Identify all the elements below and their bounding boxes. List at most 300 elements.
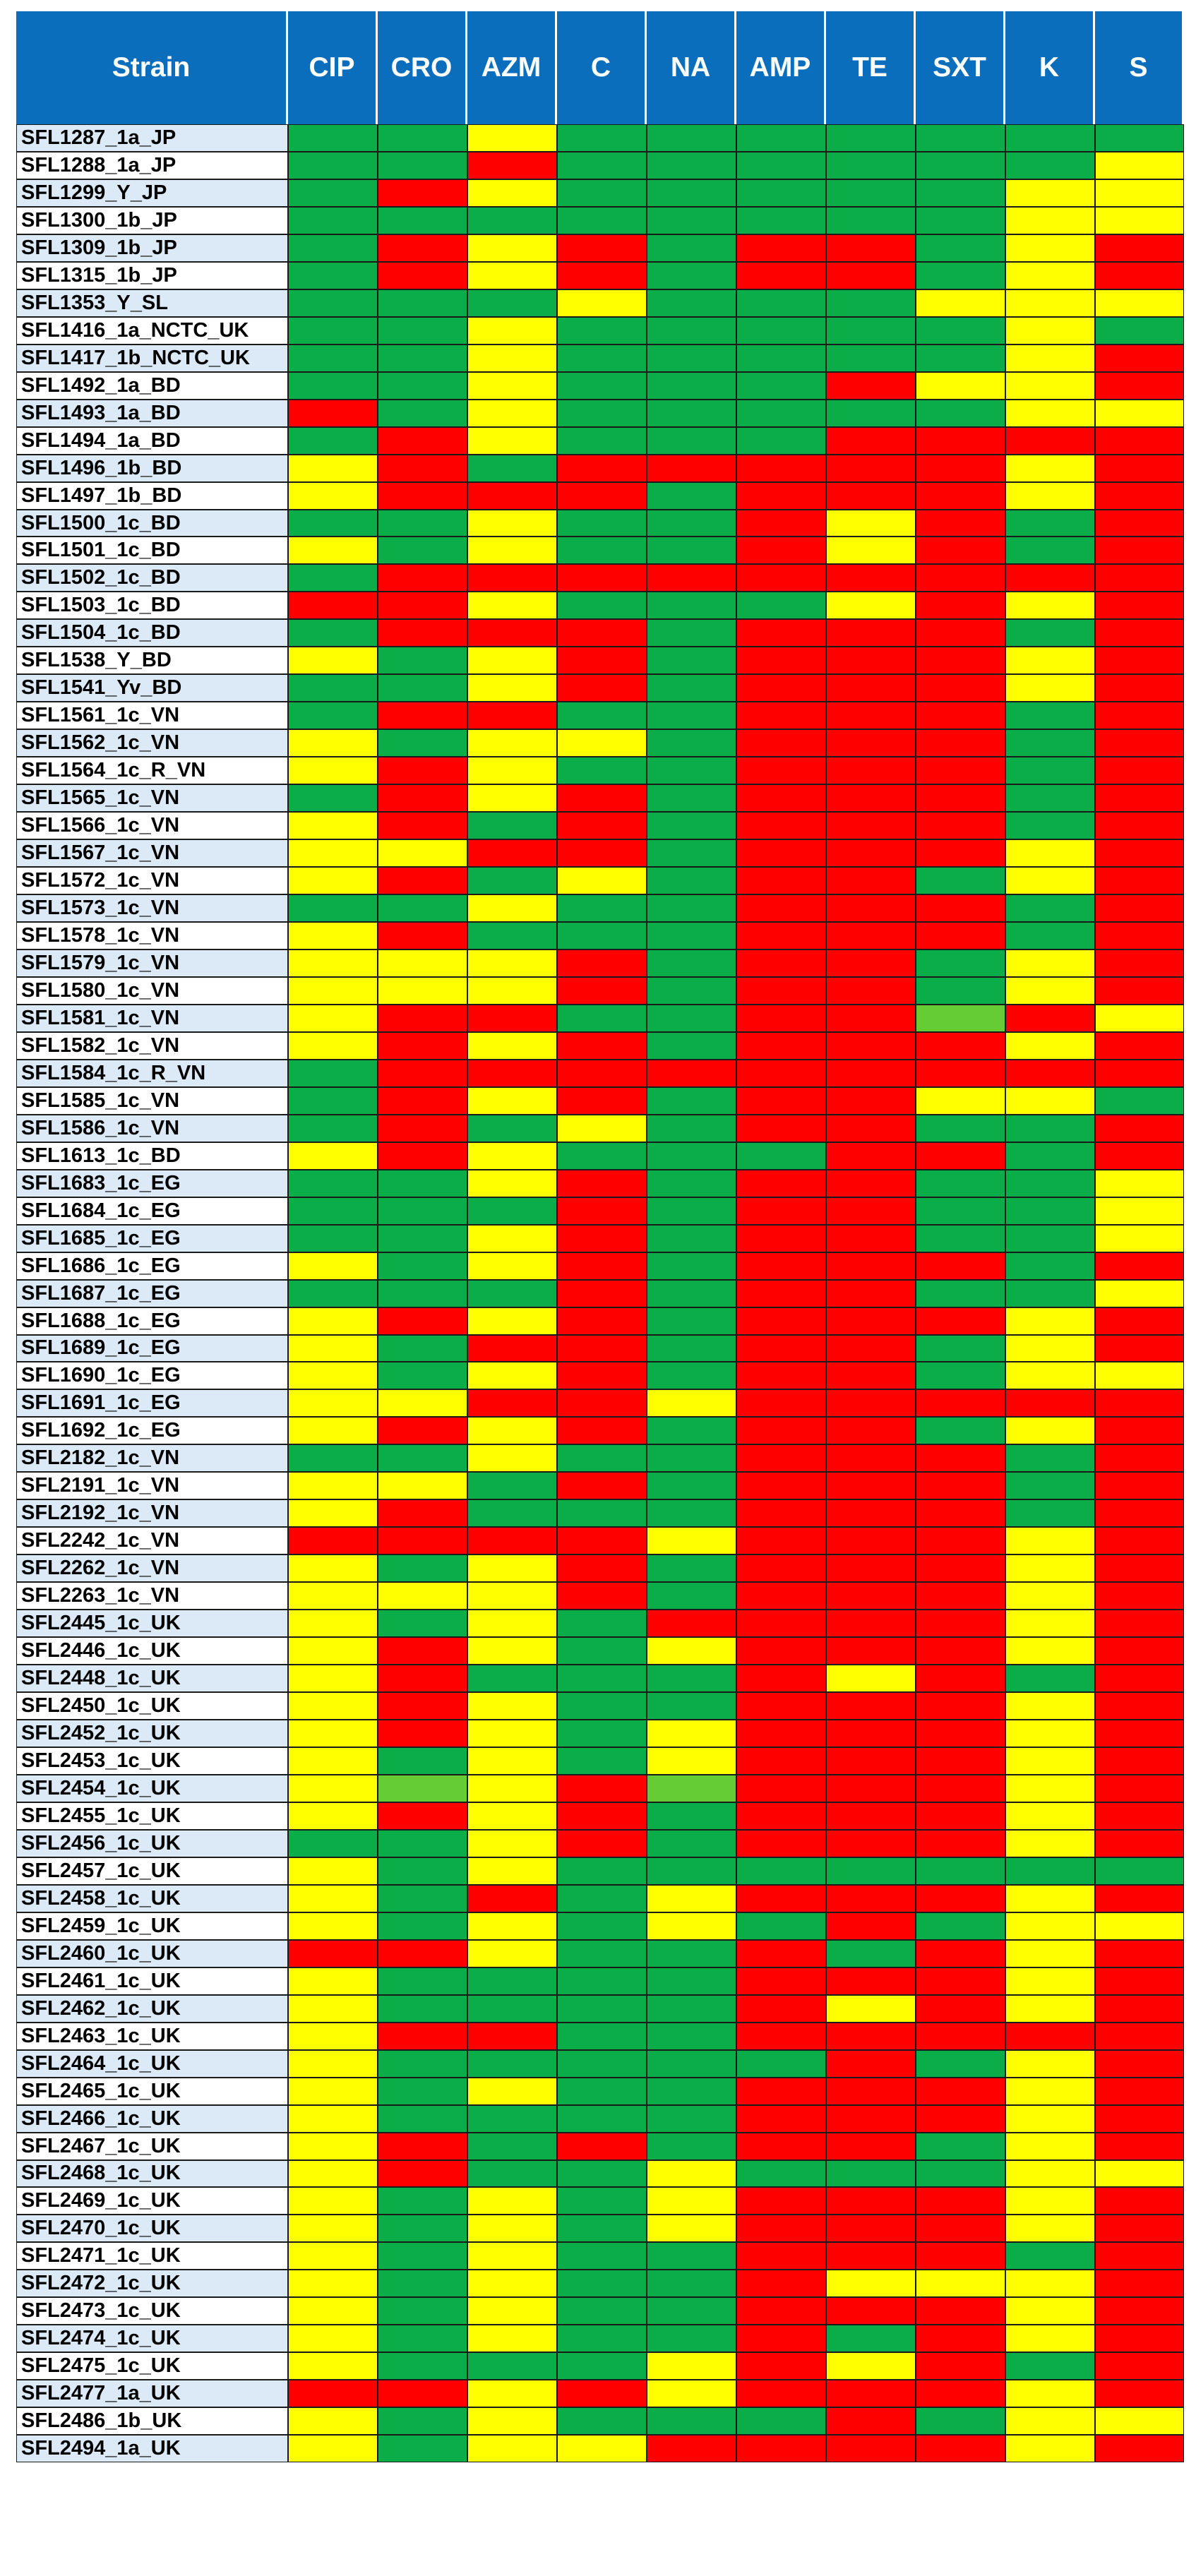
heatmap-cell-c (557, 1665, 647, 1692)
heatmap-cell-cro (378, 1720, 467, 1747)
heatmap-cell-sxt (916, 922, 1005, 949)
strain-label: SFL1309_1b_JP (16, 234, 288, 262)
heatmap-cell-sxt (916, 1032, 1005, 1060)
heatmap-cell-k (1005, 510, 1095, 537)
heatmap-cell-te (826, 1362, 916, 1389)
heatmap-cell-c (557, 2050, 647, 2078)
heatmap-cell-cro (378, 2325, 467, 2352)
heatmap-cell-azm (467, 1197, 557, 1225)
heatmap-cell-cro (378, 1747, 467, 1775)
heatmap-cell-k (1005, 2133, 1095, 2160)
heatmap-cell-c (557, 2380, 647, 2407)
heatmap-cell-c (557, 1967, 647, 1995)
heatmap-cell-cip (288, 1142, 378, 1170)
heatmap-cell-amp (736, 1280, 826, 1307)
strain-label: SFL2494_1a_UK (16, 2435, 288, 2462)
heatmap-cell-te (826, 1665, 916, 1692)
strain-label: SFL1579_1c_VN (16, 949, 288, 977)
heatmap-cell-k (1005, 702, 1095, 729)
heatmap-cell-k (1005, 1142, 1095, 1170)
heatmap-cell-te (826, 1142, 916, 1170)
heatmap-cell-te (826, 124, 916, 152)
heatmap-cell-te (826, 400, 916, 427)
heatmap-cell-na (647, 1885, 736, 1912)
heatmap-cell-cip (288, 510, 378, 537)
heatmap-cell-k (1005, 1747, 1095, 1775)
heatmap-cell-cro (378, 812, 467, 839)
heatmap-cell-cro (378, 2380, 467, 2407)
heatmap-cell-s (1095, 922, 1184, 949)
heatmap-cell-cro (378, 1995, 467, 2023)
heatmap-cell-cro (378, 2187, 467, 2215)
strain-label: SFL1572_1c_VN (16, 867, 288, 894)
heatmap-cell-amp (736, 400, 826, 427)
heatmap-cell-cip (288, 2078, 378, 2105)
heatmap-cell-k (1005, 207, 1095, 234)
heatmap-cell-c (557, 1335, 647, 1362)
heatmap-cell-k (1005, 1170, 1095, 1197)
strain-label: SFL1300_1b_JP (16, 207, 288, 234)
heatmap-cell-cip (288, 592, 378, 619)
heatmap-cell-amp (736, 2380, 826, 2407)
heatmap-cell-cip (288, 2160, 378, 2188)
heatmap-cell-azm (467, 1362, 557, 1389)
heatmap-cell-k (1005, 1225, 1095, 1252)
heatmap-cell-s (1095, 2133, 1184, 2160)
heatmap-cell-c (557, 2133, 647, 2160)
heatmap-cell-na (647, 317, 736, 345)
heatmap-cell-te (826, 262, 916, 289)
heatmap-cell-s (1095, 1637, 1184, 1665)
heatmap-cell-cro (378, 1032, 467, 1060)
strain-label: SFL1688_1c_EG (16, 1307, 288, 1335)
heatmap-cell-c (557, 2270, 647, 2297)
heatmap-cell-cip (288, 1582, 378, 1610)
heatmap-cell-sxt (916, 1995, 1005, 2023)
heatmap-cell-amp (736, 1747, 826, 1775)
heatmap-cell-cip (288, 207, 378, 234)
heatmap-cell-cro (378, 289, 467, 317)
heatmap-cell-na (647, 1995, 736, 2023)
heatmap-cell-sxt (916, 152, 1005, 179)
heatmap-cell-sxt (916, 949, 1005, 977)
heatmap-cell-c (557, 1307, 647, 1335)
heatmap-cell-c (557, 537, 647, 564)
heatmap-cell-cro (378, 2407, 467, 2435)
heatmap-cell-k (1005, 1830, 1095, 1857)
heatmap-cell-te (826, 2270, 916, 2297)
heatmap-cell-c (557, 867, 647, 894)
heatmap-cell-c (557, 289, 647, 317)
header-k: K (1005, 11, 1095, 124)
heatmap-cell-amp (736, 2023, 826, 2050)
heatmap-cell-c (557, 674, 647, 702)
heatmap-cell-na (647, 2297, 736, 2325)
heatmap-cell-cip (288, 2325, 378, 2352)
heatmap-cell-azm (467, 2297, 557, 2325)
heatmap-cell-amp (736, 262, 826, 289)
heatmap-cell-c (557, 1692, 647, 1720)
heatmap-cell-te (826, 2187, 916, 2215)
heatmap-cell-c (557, 1087, 647, 1115)
heatmap-cell-c (557, 1830, 647, 1857)
heatmap-cell-te (826, 2133, 916, 2160)
heatmap-cell-sxt (916, 1362, 1005, 1389)
heatmap-cell-cip (288, 345, 378, 372)
heatmap-cell-c (557, 400, 647, 427)
heatmap-cell-s (1095, 1775, 1184, 1802)
strain-label: SFL1686_1c_EG (16, 1252, 288, 1280)
strain-label: SFL1567_1c_VN (16, 839, 288, 867)
heatmap-cell-na (647, 1115, 736, 1142)
heatmap-cell-s (1095, 1115, 1184, 1142)
heatmap-cell-na (647, 1472, 736, 1499)
heatmap-cell-s (1095, 2078, 1184, 2105)
heatmap-cell-cip (288, 455, 378, 482)
heatmap-cell-sxt (916, 317, 1005, 345)
heatmap-cell-cro (378, 1940, 467, 1967)
heatmap-cell-k (1005, 2050, 1095, 2078)
heatmap-cell-amp (736, 537, 826, 564)
heatmap-cell-sxt (916, 2270, 1005, 2297)
heatmap-cell-azm (467, 345, 557, 372)
heatmap-cell-sxt (916, 2352, 1005, 2380)
heatmap-cell-s (1095, 1472, 1184, 1499)
heatmap-cell-cip (288, 124, 378, 152)
heatmap-cell-sxt (916, 1499, 1005, 1527)
heatmap-cell-c (557, 1005, 647, 1032)
heatmap-cell-c (557, 784, 647, 812)
heatmap-cell-s (1095, 977, 1184, 1005)
heatmap-cell-k (1005, 2380, 1095, 2407)
heatmap-cell-na (647, 207, 736, 234)
heatmap-cell-cip (288, 729, 378, 757)
heatmap-cell-azm (467, 2050, 557, 2078)
heatmap-cell-cro (378, 1225, 467, 1252)
heatmap-cell-te (826, 1087, 916, 1115)
heatmap-cell-cro (378, 372, 467, 400)
heatmap-cell-azm (467, 2105, 557, 2133)
heatmap-cell-cro (378, 317, 467, 345)
heatmap-cell-cip (288, 234, 378, 262)
heatmap-cell-amp (736, 2133, 826, 2160)
heatmap-cell-cip (288, 647, 378, 674)
heatmap-cell-sxt (916, 1527, 1005, 1554)
heatmap-cell-azm (467, 1389, 557, 1417)
heatmap-cell-te (826, 234, 916, 262)
heatmap-cell-c (557, 1527, 647, 1554)
heatmap-cell-s (1095, 1610, 1184, 1637)
heatmap-cell-cip (288, 400, 378, 427)
strain-label: SFL1690_1c_EG (16, 1362, 288, 1389)
strain-label: SFL1586_1c_VN (16, 1115, 288, 1142)
heatmap-cell-sxt (916, 839, 1005, 867)
heatmap-cell-te (826, 2325, 916, 2352)
heatmap-cell-c (557, 949, 647, 977)
heatmap-cell-cro (378, 784, 467, 812)
heatmap-cell-k (1005, 372, 1095, 400)
heatmap-cell-amp (736, 1554, 826, 1582)
resistance-heatmap-table (16, 11, 1193, 2572)
heatmap-cell-s (1095, 839, 1184, 867)
heatmap-cell-s (1095, 1060, 1184, 1087)
strain-label: SFL2452_1c_UK (16, 1720, 288, 1747)
heatmap-cell-c (557, 207, 647, 234)
heatmap-cell-te (826, 729, 916, 757)
strain-label: SFL2453_1c_UK (16, 1747, 288, 1775)
heatmap-cell-amp (736, 1307, 826, 1335)
heatmap-cell-sxt (916, 1857, 1005, 1885)
heatmap-cell-sxt (916, 1115, 1005, 1142)
heatmap-cell-k (1005, 977, 1095, 1005)
heatmap-cell-cro (378, 510, 467, 537)
heatmap-cell-azm (467, 1857, 557, 1885)
heatmap-cell-te (826, 207, 916, 234)
header-te: TE (826, 11, 916, 124)
heatmap-cell-amp (736, 702, 826, 729)
heatmap-cell-na (647, 949, 736, 977)
strain-label: SFL1692_1c_EG (16, 1417, 288, 1444)
heatmap-cell-cro (378, 1362, 467, 1389)
heatmap-cell-k (1005, 537, 1095, 564)
heatmap-cell-te (826, 1389, 916, 1417)
heatmap-cell-s (1095, 2297, 1184, 2325)
heatmap-cell-cro (378, 1885, 467, 1912)
strain-label: SFL1578_1c_VN (16, 922, 288, 949)
strain-label: SFL2445_1c_UK (16, 1610, 288, 1637)
heatmap-cell-na (647, 1527, 736, 1554)
heatmap-cell-na (647, 234, 736, 262)
heatmap-cell-c (557, 1720, 647, 1747)
heatmap-cell-sxt (916, 812, 1005, 839)
heatmap-cell-c (557, 922, 647, 949)
heatmap-cell-azm (467, 234, 557, 262)
heatmap-cell-k (1005, 922, 1095, 949)
heatmap-cell-amp (736, 1362, 826, 1389)
heatmap-cell-te (826, 317, 916, 345)
heatmap-cell-sxt (916, 1444, 1005, 1472)
heatmap-cell-azm (467, 1225, 557, 1252)
heatmap-cell-te (826, 1885, 916, 1912)
heatmap-cell-sxt (916, 2023, 1005, 2050)
heatmap-cell-na (647, 2133, 736, 2160)
heatmap-cell-cro (378, 839, 467, 867)
heatmap-cell-cro (378, 1087, 467, 1115)
heatmap-cell-sxt (916, 1252, 1005, 1280)
heatmap-cell-cip (288, 1444, 378, 1472)
heatmap-cell-cro (378, 537, 467, 564)
heatmap-cell-sxt (916, 2105, 1005, 2133)
heatmap-cell-te (826, 1802, 916, 1830)
strain-label: SFL1288_1a_JP (16, 152, 288, 179)
heatmap-cell-s (1095, 1995, 1184, 2023)
heatmap-cell-na (647, 400, 736, 427)
heatmap-cell-azm (467, 1775, 557, 1802)
strain-label: SFL2466_1c_UK (16, 2105, 288, 2133)
heatmap-cell-k (1005, 427, 1095, 455)
heatmap-cell-cip (288, 1362, 378, 1389)
heatmap-cell-c (557, 564, 647, 592)
heatmap-cell-azm (467, 1417, 557, 1444)
heatmap-cell-k (1005, 262, 1095, 289)
header-cip: CIP (288, 11, 378, 124)
heatmap-cell-s (1095, 1197, 1184, 1225)
heatmap-cell-s (1095, 345, 1184, 372)
heatmap-cell-amp (736, 1582, 826, 1610)
heatmap-cell-amp (736, 1005, 826, 1032)
heatmap-cell-cip (288, 1472, 378, 1499)
heatmap-cell-k (1005, 674, 1095, 702)
heatmap-cell-cip (288, 1720, 378, 1747)
heatmap-cell-k (1005, 2297, 1095, 2325)
heatmap-cell-azm (467, 1527, 557, 1554)
heatmap-cell-cro (378, 977, 467, 1005)
heatmap-cell-amp (736, 839, 826, 867)
heatmap-cell-sxt (916, 1940, 1005, 1967)
heatmap-cell-sxt (916, 1197, 1005, 1225)
heatmap-cell-c (557, 372, 647, 400)
heatmap-cell-s (1095, 1747, 1184, 1775)
heatmap-cell-te (826, 757, 916, 784)
heatmap-cell-amp (736, 1197, 826, 1225)
header-azm: AZM (467, 11, 557, 124)
heatmap-cell-c (557, 1885, 647, 1912)
heatmap-cell-k (1005, 1197, 1095, 1225)
heatmap-cell-te (826, 1005, 916, 1032)
heatmap-cell-na (647, 784, 736, 812)
heatmap-cell-te (826, 1032, 916, 1060)
heatmap-cell-sxt (916, 482, 1005, 510)
heatmap-cell-sxt (916, 455, 1005, 482)
heatmap-cell-cip (288, 2023, 378, 2050)
heatmap-cell-na (647, 1280, 736, 1307)
heatmap-cell-k (1005, 1389, 1095, 1417)
heatmap-cell-na (647, 152, 736, 179)
heatmap-cell-cro (378, 619, 467, 647)
heatmap-cell-s (1095, 1665, 1184, 1692)
heatmap-cell-na (647, 289, 736, 317)
heatmap-cell-azm (467, 2187, 557, 2215)
heatmap-cell-te (826, 592, 916, 619)
heatmap-cell-na (647, 2215, 736, 2242)
heatmap-cell-na (647, 345, 736, 372)
heatmap-cell-te (826, 179, 916, 207)
heatmap-cell-c (557, 2297, 647, 2325)
heatmap-cell-cro (378, 1472, 467, 1499)
heatmap-cell-cip (288, 2380, 378, 2407)
heatmap-cell-amp (736, 2297, 826, 2325)
heatmap-cell-sxt (916, 2160, 1005, 2188)
heatmap-cell-sxt (916, 619, 1005, 647)
heatmap-cell-cip (288, 867, 378, 894)
heatmap-cell-azm (467, 729, 557, 757)
heatmap-cell-s (1095, 2215, 1184, 2242)
heatmap-cell-cip (288, 1197, 378, 1225)
heatmap-cell-s (1095, 510, 1184, 537)
heatmap-cell-k (1005, 455, 1095, 482)
heatmap-cell-c (557, 1197, 647, 1225)
heatmap-cell-amp (736, 1060, 826, 1087)
heatmap-cell-na (647, 1170, 736, 1197)
heatmap-cell-na (647, 1389, 736, 1417)
heatmap-cell-te (826, 2160, 916, 2188)
heatmap-cell-cip (288, 1115, 378, 1142)
heatmap-cell-amp (736, 1087, 826, 1115)
heatmap-cell-s (1095, 812, 1184, 839)
header-s: S (1095, 11, 1184, 124)
heatmap-cell-cip (288, 1912, 378, 1940)
heatmap-cell-s (1095, 372, 1184, 400)
heatmap-cell-na (647, 1554, 736, 1582)
heatmap-cell-na (647, 1444, 736, 1472)
heatmap-cell-cip (288, 1252, 378, 1280)
heatmap-cell-sxt (916, 1610, 1005, 1637)
heatmap-cell-c (557, 124, 647, 152)
heatmap-cell-te (826, 289, 916, 317)
heatmap-cell-na (647, 1060, 736, 1087)
heatmap-cell-s (1095, 1005, 1184, 1032)
strain-label: SFL2462_1c_UK (16, 1995, 288, 2023)
heatmap-cell-cip (288, 2050, 378, 2078)
heatmap-cell-na (647, 1857, 736, 1885)
strain-label: SFL2242_1c_VN (16, 1527, 288, 1554)
header-sxt: SXT (916, 11, 1005, 124)
heatmap-cell-na (647, 1582, 736, 1610)
heatmap-cell-te (826, 152, 916, 179)
heatmap-cell-cro (378, 124, 467, 152)
heatmap-cell-amp (736, 2050, 826, 2078)
strain-label: SFL1496_1b_BD (16, 455, 288, 482)
heatmap-cell-te (826, 2380, 916, 2407)
heatmap-cell-cip (288, 1802, 378, 1830)
heatmap-cell-cip (288, 2270, 378, 2297)
heatmap-cell-azm (467, 1802, 557, 1830)
heatmap-cell-amp (736, 1417, 826, 1444)
heatmap-cell-azm (467, 1665, 557, 1692)
heatmap-cell-k (1005, 1417, 1095, 1444)
strain-label: SFL1685_1c_EG (16, 1225, 288, 1252)
heatmap-cell-amp (736, 317, 826, 345)
heatmap-cell-cro (378, 2078, 467, 2105)
heatmap-cell-cro (378, 1005, 467, 1032)
heatmap-cell-cip (288, 1665, 378, 1692)
heatmap-cell-azm (467, 784, 557, 812)
heatmap-cell-azm (467, 949, 557, 977)
heatmap-cell-azm (467, 977, 557, 1005)
heatmap-cell-k (1005, 2215, 1095, 2242)
strain-label: SFL1503_1c_BD (16, 592, 288, 619)
heatmap-cell-cro (378, 2215, 467, 2242)
heatmap-cell-sxt (916, 1335, 1005, 1362)
heatmap-cell-s (1095, 1417, 1184, 1444)
heatmap-cell-azm (467, 1912, 557, 1940)
heatmap-cell-c (557, 1362, 647, 1389)
heatmap-cell-cro (378, 2352, 467, 2380)
heatmap-cell-k (1005, 2160, 1095, 2188)
heatmap-cell-te (826, 482, 916, 510)
heatmap-cell-c (557, 2105, 647, 2133)
heatmap-cell-azm (467, 262, 557, 289)
heatmap-cell-s (1095, 1032, 1184, 1060)
heatmap-cell-te (826, 2435, 916, 2462)
heatmap-cell-te (826, 345, 916, 372)
heatmap-cell-cip (288, 2187, 378, 2215)
heatmap-cell-azm (467, 757, 557, 784)
heatmap-cell-amp (736, 2435, 826, 2462)
heatmap-cell-c (557, 482, 647, 510)
heatmap-cell-c (557, 1060, 647, 1087)
heatmap-cell-s (1095, 1554, 1184, 1582)
